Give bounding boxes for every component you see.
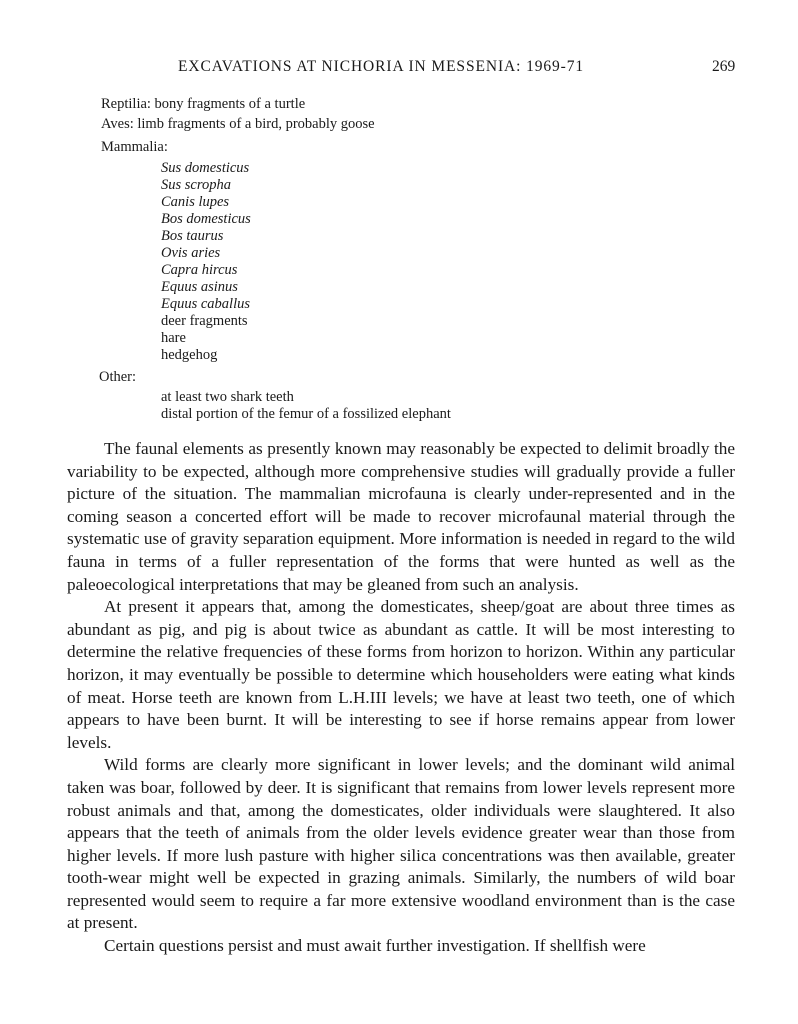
running-title: EXCAVATIONS AT NICHORIA IN MESSENIA: 1969-71 xyxy=(178,58,585,75)
species-name: Sus domesticus xyxy=(161,160,250,176)
paragraph: The faunal elements as presently known may reasonably be expected to delimit broadly the variability to be expected, although more comprehensive studies will gradually provide a fuller picture of the situation. The mammalian microfauna is clearly under-represented and in the coming season a concerted effort will be made to recover microfaunal material through the systematic use of gravity separation equipment. More information is needed in regard to the wild fauna in terms of a fuller representation of the forms that were hunted as well as the paleoecological interpretations that may be gleaned from such an analysis. xyxy=(67,439,735,594)
species-name: Equus caballus xyxy=(161,296,251,312)
other-item: at least two shark teeth xyxy=(161,389,294,405)
paragraph: Wild forms are clearly more significant in lower levels; and the dominant wild animal taken was boar, followed by deer. It is significant that remains from lower levels represent more robust animals and that, among the domesticates, older individuals were slaughtered. It also appears that the teeth of animals from the older levels evidence greater wear than those from higher levels. If more lush pasture with higher silica concentrations was then available, greater tooth-wear might well be expected in grazing animals. Similarly, the numbers of wild boar represented would seem to require a far more extensive woodland environment than is the case at present. xyxy=(67,755,735,933)
common-name: hare xyxy=(161,330,186,346)
other-item: distal portion of the femur of a fossilized elephant xyxy=(161,406,451,422)
aves-entry: Aves: limb fragments of a bird, probably goose xyxy=(101,116,375,132)
paragraph: At present it appears that, among the domesticates, sheep/goat are about three times as abundant as pig, and pig is about twice as abundant as cattle. It will be most interesting to determine the relative frequencies of these forms from horizon to horizon. Within any particular horizon, it may eventually be possible to determine which householders were eating what kinds of meat. Horse teeth are known from L.H.III levels; we have at least two teeth, one of which appears to have been burnt. It will be interesting to see if horse remains appear from lower levels. xyxy=(67,597,735,752)
species-name: Canis lupes xyxy=(161,194,230,210)
species-name: Ovis aries xyxy=(161,245,221,261)
common-name: hedgehog xyxy=(161,347,218,363)
reptilia-entry: Reptilia: bony fragments of a turtle xyxy=(101,96,306,112)
mammalia-label: Mammalia: xyxy=(101,139,168,155)
page-number: 269 xyxy=(712,58,736,75)
species-name: Bos domesticus xyxy=(161,211,251,227)
other-label: Other: xyxy=(99,369,137,385)
species-name: Bos taurus xyxy=(161,228,224,244)
page-header xyxy=(0,58,798,80)
species-name: Sus scropha xyxy=(161,177,231,193)
species-name: Capra hircus xyxy=(161,262,238,278)
body-text xyxy=(67,438,735,958)
species-name: Equus asinus xyxy=(161,279,238,295)
paragraph: Certain questions persist and must await further investigation. If shellfish were xyxy=(104,936,646,956)
common-name: deer fragments xyxy=(161,313,248,329)
